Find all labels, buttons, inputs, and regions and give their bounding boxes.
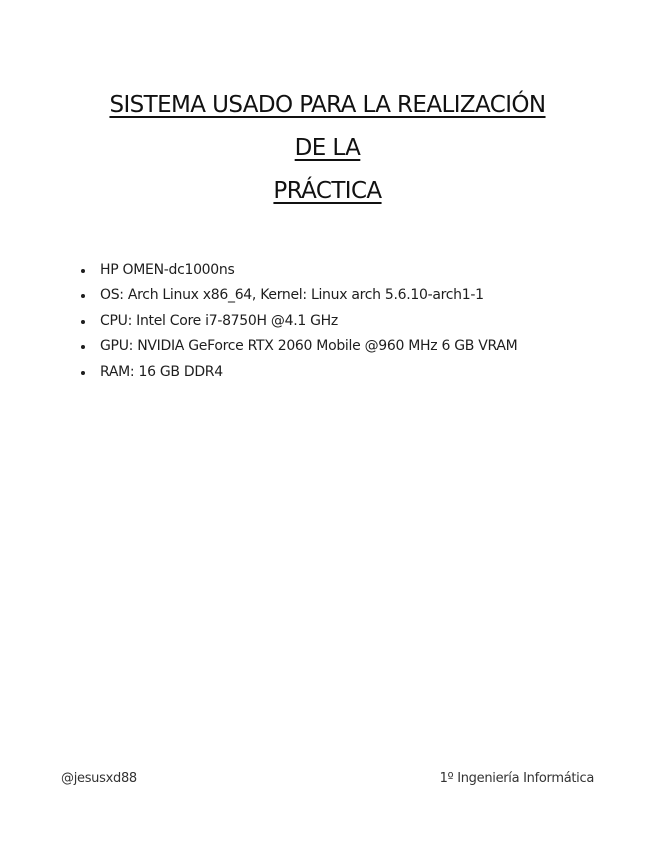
system-specs-list xyxy=(79,258,619,385)
title-line xyxy=(40,84,615,127)
spec-text: HP OMEN-dc1000ns xyxy=(100,262,235,278)
page-title xyxy=(40,84,615,213)
title-line xyxy=(40,127,615,170)
footer-course: 1º Ingeniería Informática xyxy=(439,771,594,786)
bullet-icon xyxy=(81,371,85,375)
list-item xyxy=(79,283,619,308)
title-line-text: SISTEMA USADO PARA LA REALIZACIÓN xyxy=(109,92,546,118)
footer-author: @jesusxd88 xyxy=(61,771,137,786)
list-item xyxy=(79,334,619,359)
bullet-icon xyxy=(81,269,85,273)
list-item xyxy=(79,309,619,334)
spec-text: RAM: 16 GB DDR4 xyxy=(100,363,223,380)
bullet-icon xyxy=(81,294,85,298)
bullet-icon xyxy=(81,345,85,349)
bullet-icon xyxy=(81,320,85,324)
spec-text: OS: Arch Linux x86_64, Kernel: Linux arch 5.6.10-arch1-1 xyxy=(100,287,484,304)
list-item xyxy=(79,258,619,283)
spec-text: CPU: Intel Core i7-8750H @4.1 GHz xyxy=(100,312,338,329)
title-line-text: DE LA xyxy=(294,135,361,161)
title-line-text: PRÁCTICA xyxy=(273,178,382,204)
list-item xyxy=(79,360,619,385)
title-line xyxy=(40,170,615,213)
spec-text: GPU: NVIDIA GeForce RTX 2060 Mobile @960 MHz 6 GB VRAM xyxy=(100,338,518,355)
